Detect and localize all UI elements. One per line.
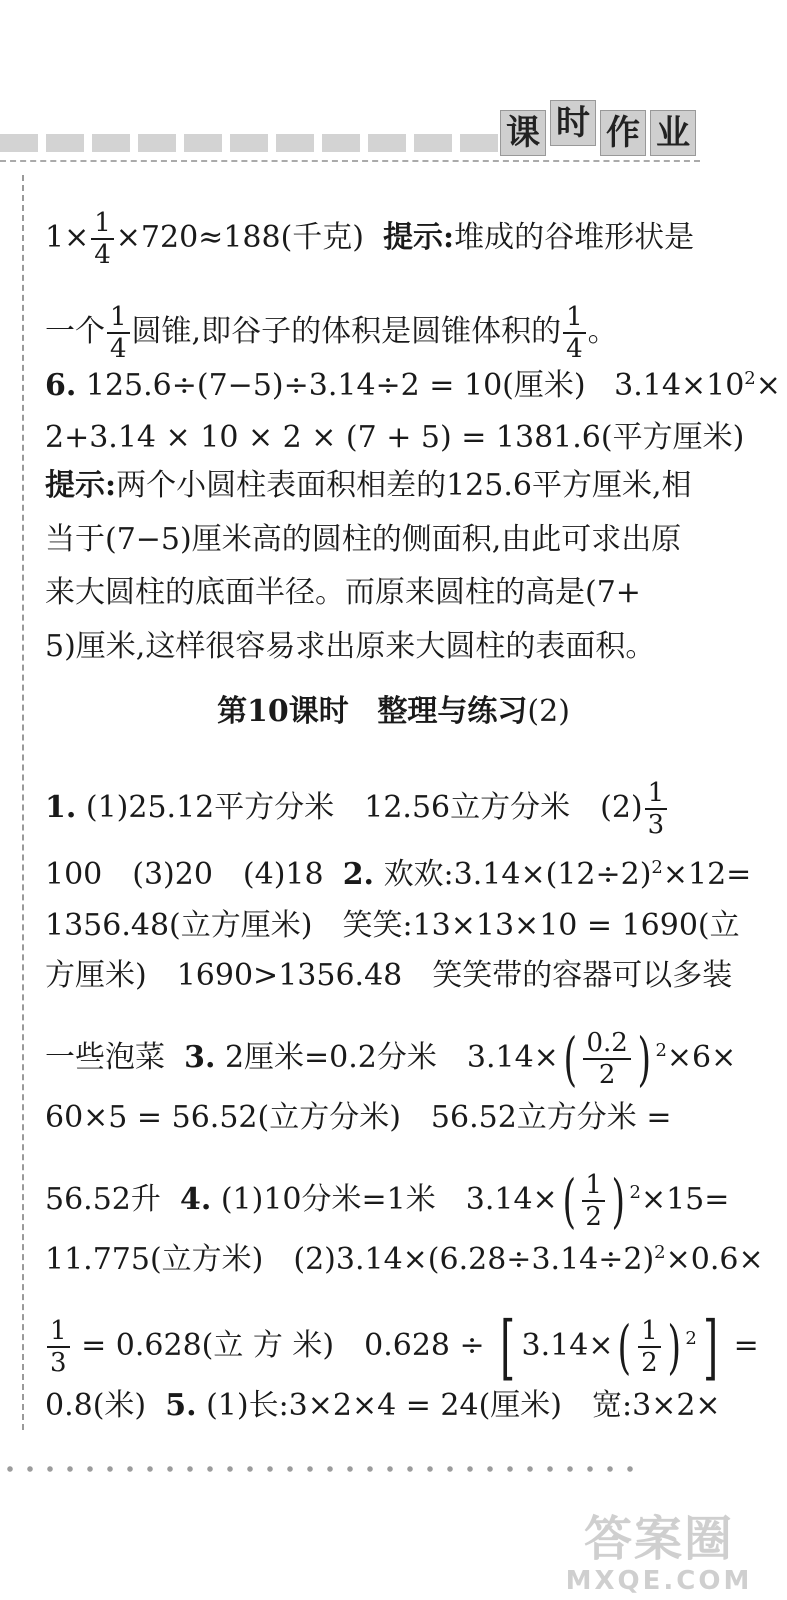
answer-line-4: 2+3.14 × 10 × 2 × (7 + 5) = 1381.6(平方厘米): [45, 420, 745, 455]
answer-line-9: [45, 778, 735, 840]
text: (1)25.12平方分米 12.56立方分米 (2): [85, 790, 643, 825]
text: 两个小圆柱表面积相差的125.6平方厘米,相: [116, 468, 692, 503]
right-paren: ): [637, 1025, 651, 1093]
exponent: 2: [629, 1182, 641, 1203]
answer-line-5: [45, 466, 735, 506]
numerator: 0.2: [583, 1028, 630, 1060]
text: ×6×: [666, 1040, 737, 1075]
fraction: [107, 302, 130, 364]
watermark-logo-text: 答案圈: [583, 1511, 734, 1567]
watermark: [559, 1512, 759, 1596]
header-tag: [498, 100, 698, 156]
question-number: 5.: [165, 1388, 197, 1423]
left-paren: (: [562, 1167, 576, 1235]
fraction: [638, 1316, 661, 1378]
question-number: 6.: [45, 368, 77, 403]
answer-line-7: 来大圆柱的底面半径。而原来圆柱的高是(7+: [45, 575, 641, 610]
numerator: 1: [582, 1170, 605, 1202]
text: =: [733, 1328, 759, 1363]
text: 3.14×: [521, 1328, 614, 1363]
text: ×720≈188(千克): [115, 220, 364, 255]
header-stripe: [0, 134, 500, 152]
text: 堆成的谷堆形状是: [454, 220, 695, 255]
fraction: [583, 1028, 630, 1090]
hint-label: 提示:: [383, 220, 455, 255]
answer-line-2: [45, 302, 735, 364]
fraction: [91, 208, 114, 270]
exponent: 2: [655, 1040, 667, 1061]
text: 一些泡菜: [45, 1040, 165, 1075]
text: 11.775(立方米) (2)3.14×(6.28÷3.14÷2): [45, 1242, 655, 1277]
text: 56.52升: [45, 1182, 161, 1217]
fraction: [582, 1170, 605, 1232]
answer-line-1: [45, 208, 735, 270]
header-char-3: 作: [600, 110, 646, 156]
answer-line-10: [45, 855, 752, 895]
text: 100 (3)20 (4)18: [45, 857, 324, 892]
denominator: 3: [647, 810, 665, 840]
text: 一个: [45, 314, 105, 349]
footer-dot-border: [0, 1462, 640, 1476]
left-margin-rule: [22, 175, 24, 1430]
lesson-name: 整理与练习: [377, 694, 528, 729]
right-paren: ): [611, 1167, 625, 1235]
denominator: 4: [566, 334, 583, 364]
numerator: 1: [91, 208, 114, 240]
right-paren: ): [667, 1313, 681, 1381]
left-paren: (: [563, 1025, 577, 1093]
text: 1×: [45, 220, 90, 255]
watermark-url: MXQE.COM: [565, 1566, 753, 1596]
text: 125.6÷(7−5)÷3.14÷2 = 10(厘米): [85, 368, 586, 403]
text: = 0.628(立 方 米) 0.628 ÷: [81, 1328, 485, 1363]
denominator: 2: [585, 1202, 602, 1232]
header-char-4: 业: [650, 110, 696, 156]
text: 圆锥,即谷子的体积是圆锥体积的: [131, 314, 562, 349]
exponent: 2: [651, 857, 663, 878]
exponent: 2: [654, 1242, 666, 1263]
numerator: 1: [638, 1316, 661, 1348]
answer-line-18: [45, 1386, 735, 1426]
numerator: 1: [645, 778, 668, 810]
question-number: 1.: [45, 790, 77, 825]
header-char-1: 课: [500, 110, 546, 156]
text: 2厘米=0.2分米 3.14×: [224, 1040, 559, 1075]
question-number: 2.: [342, 857, 375, 892]
lesson-part: (2): [527, 694, 570, 729]
answer-line-12: 方厘米) 1690>1356.48 笑笑带的容器可以多装: [45, 958, 733, 993]
header-char-2: 时: [550, 100, 596, 146]
answer-line-8: 5)厘米,这样很容易求出原来大圆柱的表面积。: [45, 629, 656, 664]
header-divider: [0, 160, 700, 162]
exponent: 2: [685, 1328, 697, 1349]
fraction: [563, 302, 586, 364]
right-bracket: ]: [702, 1306, 718, 1388]
denominator: 4: [94, 240, 111, 270]
answer-line-11: 1356.48(立方厘米) 笑笑:13×13×10 = 1690(立: [45, 908, 740, 943]
denominator: 4: [110, 334, 127, 364]
question-number: 3.: [184, 1040, 216, 1075]
text: 欢欢:3.14×(12÷2): [383, 857, 652, 892]
fraction: [47, 1316, 70, 1378]
denominator: 2: [641, 1348, 658, 1378]
answer-line-15: [45, 1167, 735, 1235]
text: 。: [587, 314, 618, 349]
exponent: 2: [744, 368, 756, 389]
denominator: 3: [50, 1348, 67, 1378]
left-bracket: [: [500, 1306, 516, 1388]
text: (1)长:3×2×4 = 24(厘米) 宽:3×2×: [206, 1388, 721, 1423]
answer-line-16: [45, 1240, 764, 1280]
left-paren: (: [618, 1313, 632, 1381]
numerator: 1: [563, 302, 586, 334]
denominator: 2: [598, 1060, 616, 1090]
numerator: 1: [47, 1316, 70, 1348]
numerator: 1: [107, 302, 130, 334]
text: 3.14×10: [614, 368, 745, 403]
question-number: 4.: [179, 1182, 212, 1217]
text: ×15=: [640, 1182, 730, 1217]
text: 0.8(米): [45, 1388, 147, 1423]
answer-line-6: 当于(7−5)厘米高的圆柱的侧面积,由此可求出原: [45, 522, 682, 557]
answer-line-14: 60×5 = 56.52(立方分米) 56.52立方分米 =: [45, 1100, 672, 1135]
text: ×12=: [662, 857, 752, 892]
text: ×0.6×: [665, 1242, 764, 1277]
fraction: [645, 778, 668, 840]
answer-line-13: [45, 1025, 737, 1093]
lesson-number: 第10课时: [217, 694, 349, 729]
section-title: [0, 692, 787, 732]
answer-line-17: [45, 1306, 759, 1388]
hint-label: 提示:: [45, 468, 117, 503]
answer-line-3: [45, 366, 781, 406]
text: (1)10分米=1米 3.14×: [220, 1182, 558, 1217]
text: ×: [755, 368, 781, 403]
